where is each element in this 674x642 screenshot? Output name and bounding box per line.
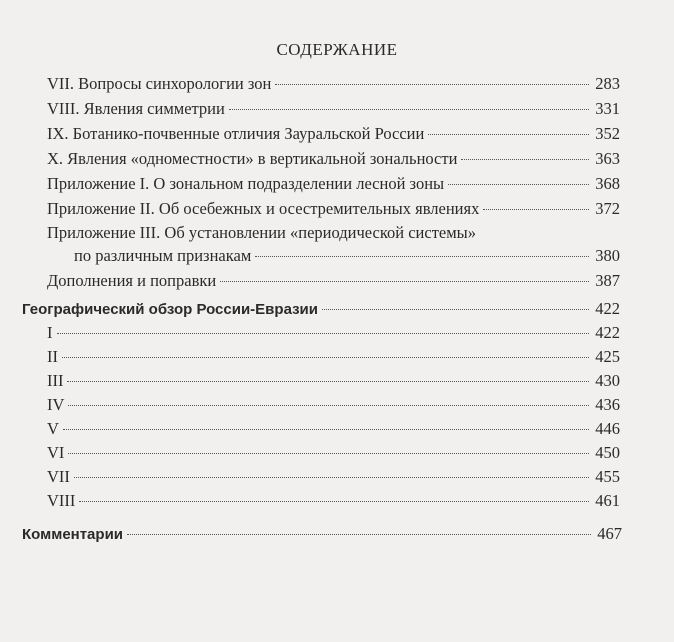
dot-leader: [67, 381, 589, 382]
toc-entry: [47, 370, 620, 392]
toc-entry-page: 331: [595, 99, 620, 118]
toc-entry-page: 363: [595, 149, 620, 168]
toc-entry-title: Приложение II. Об осебежных и осестремительных явлениях: [47, 199, 480, 218]
toc-entry-title: VII. Вопросы синхорологии зон: [47, 74, 272, 93]
toc-entry: [47, 322, 620, 344]
toc-entry-page: 436: [595, 395, 620, 414]
toc-entry: [47, 442, 620, 464]
toc-entry-page: 372: [595, 199, 620, 218]
toc-entry-page: 461: [595, 491, 620, 510]
toc-entry-title: по различным признакам: [74, 246, 252, 265]
toc-entry-title: Приложение I. О зональном подразделении лесной зоны: [47, 174, 445, 193]
toc-entry: [47, 73, 620, 95]
dot-leader: [63, 429, 589, 430]
dot-leader: [461, 159, 589, 160]
toc-entry: [47, 270, 620, 292]
toc-entry-page: 387: [595, 271, 620, 290]
toc-entry-page: 430: [595, 371, 620, 390]
dot-leader: [275, 84, 589, 85]
toc-entry-title: VI: [47, 443, 65, 462]
toc-entry-page: 455: [595, 467, 620, 486]
toc-entry-page: 352: [595, 124, 620, 143]
dot-leader: [448, 184, 589, 185]
dot-leader: [229, 109, 589, 110]
toc-entry: [47, 123, 620, 145]
toc-entry: [47, 394, 620, 416]
toc-entry-page: 380: [595, 246, 620, 265]
dot-leader: [428, 134, 589, 135]
toc-entry-title: IV: [47, 395, 65, 414]
toc-entry-page: 283: [595, 74, 620, 93]
toc-entry-page: 467: [597, 524, 622, 543]
toc-entry-page: 446: [595, 419, 620, 438]
toc-entry: [47, 148, 620, 170]
dot-leader: [62, 357, 589, 358]
toc-section: [22, 298, 620, 320]
dot-leader: [68, 405, 589, 406]
toc-entry: [47, 198, 620, 220]
page-title: СОДЕРЖАНИЕ: [276, 40, 398, 59]
toc-entry-title: X. Явления «одноместности» в вертикальной зональности: [47, 149, 458, 168]
dot-leader: [57, 333, 590, 334]
toc-section: [22, 523, 622, 545]
toc-entry-page: 425: [595, 347, 620, 366]
toc-entry-title: Приложение III. Об установлении «периодической системы»: [47, 223, 476, 242]
dot-leader: [68, 453, 589, 454]
toc-entry-page: 422: [595, 323, 620, 342]
toc-section-title: Комментарии: [22, 526, 124, 543]
dot-leader: [74, 477, 589, 478]
toc-entry-page: 368: [595, 174, 620, 193]
toc-entry-page: 422: [595, 299, 620, 318]
toc-entry-title: VIII: [47, 491, 76, 510]
toc-entry: [47, 490, 620, 512]
dot-leader: [255, 256, 589, 257]
dot-leader: [79, 501, 589, 502]
toc-entry-title: III: [47, 371, 64, 390]
toc-entry-page: 450: [595, 443, 620, 462]
toc-entry-title: V: [47, 419, 59, 438]
dot-leader: [322, 309, 589, 310]
toc-section-title: Географический обзор России-Евразии: [22, 301, 318, 318]
toc-entry: [74, 245, 620, 267]
dot-leader: [220, 281, 589, 282]
toc-entry: [47, 466, 620, 488]
toc-entry-title: VII: [47, 467, 70, 486]
dot-leader: [127, 534, 591, 535]
dot-leader: [483, 209, 589, 210]
toc-entry: [47, 346, 620, 368]
toc-entry: [47, 173, 620, 195]
toc-entry-title: I: [47, 323, 53, 342]
toc-entry-title: Дополнения и поправки: [47, 271, 217, 290]
toc-entry-title: VIII. Явления симметрии: [47, 99, 225, 118]
toc-entry-title: II: [47, 347, 58, 366]
toc-entry: [47, 418, 620, 440]
toc-entry-title: IX. Ботанико-почвенные отличия Зауральской России: [47, 124, 425, 143]
toc-entry: [47, 98, 620, 120]
